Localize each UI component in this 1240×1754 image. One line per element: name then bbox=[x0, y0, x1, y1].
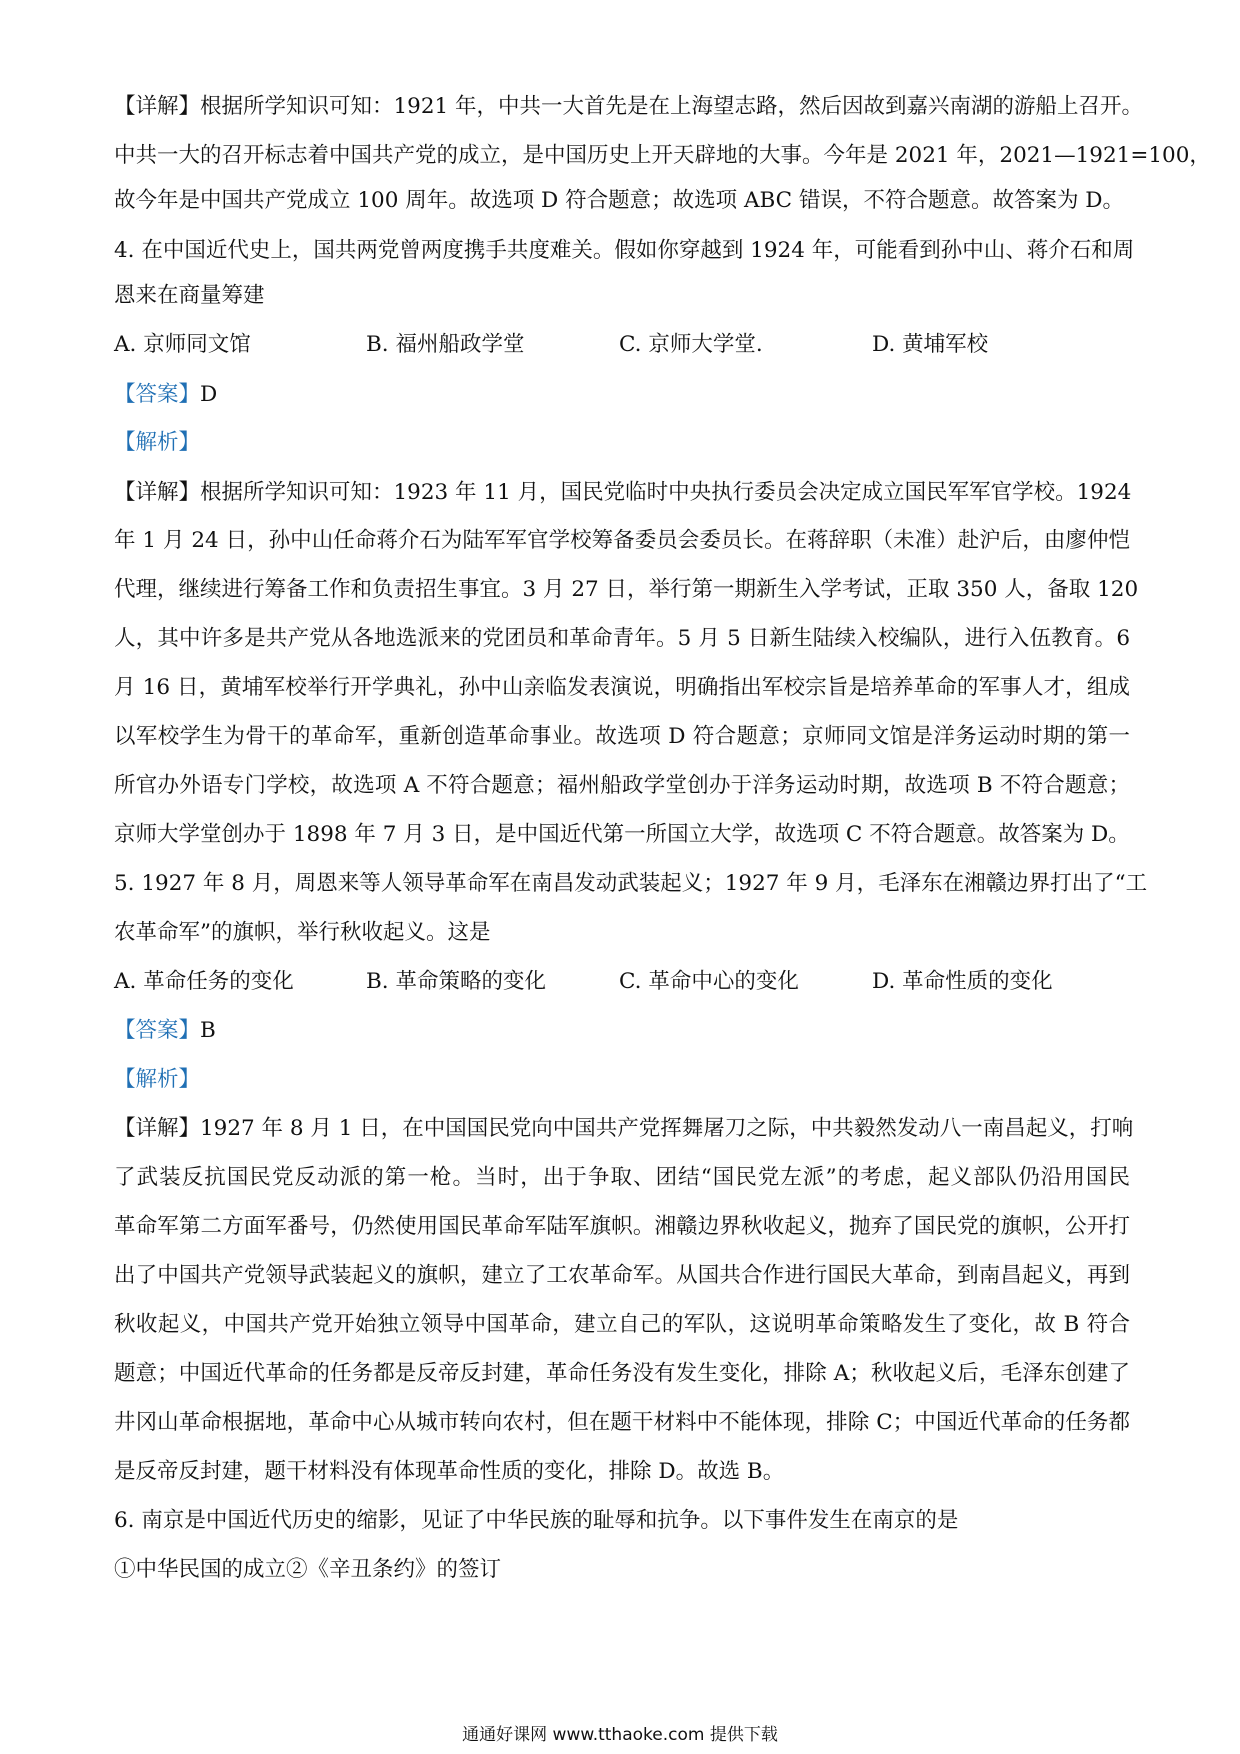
question-4-options bbox=[114, 330, 1130, 360]
text-line: 以军校学生为骨干的革命军，重新创造革命事业。故选项 D 符合题意；京师同文馆是洋务运动时期的第一 bbox=[114, 724, 1130, 749]
answer-tag: 【答案】 bbox=[114, 382, 201, 407]
question-5-options bbox=[114, 967, 1130, 997]
text-line: 秋收起义，中国共产党开始独立领导中国革命，建立自己的军队，这说明革命策略发生了变化，故 B 符合 bbox=[114, 1312, 1130, 1337]
question-6-stem: 6. 南京是中国近代历史的缩影，见证了中华民族的耻辱和抗争。以下事件发生在南京的是 bbox=[114, 1508, 959, 1533]
q5-option-a: A. 革命任务的变化 bbox=[114, 969, 294, 994]
question-4-stem: 4. 在中国近代史上，国共两党曾两度携手共度难关。假如你穿越到 1924 年，可能看到孙中山、蒋介石和周 bbox=[114, 238, 1135, 263]
text-line: 题意；中国近代革命的任务都是反帝反封建，革命任务没有发生变化，排除 A；秋收起义后，毛泽东创建了 bbox=[114, 1361, 1130, 1386]
text-line: 京师大学堂创办于 1898 年 7 月 3 日，是中国近代第一所国立大学，故选项 C 不符合题意。故答案为 D。 bbox=[114, 822, 1130, 847]
text-line: 井冈山革命根据地，革命中心从城市转向农村，但在题干材料中不能体现，排除 C；中国近代革命的任务都 bbox=[114, 1410, 1130, 1435]
text-line: 代理，继续进行筹备工作和负责招生事宜。3 月 27 日，举行第一期新生入学考试，正取 350 人，备取 120 bbox=[114, 577, 1139, 602]
analysis-label-q5: 【解析】 bbox=[114, 1067, 201, 1092]
text-line: 月 16 日，黄埔军校举行开学典礼，孙中山亲临发表演说，明确指出军校宗旨是培养革命的军事人才，组成 bbox=[114, 675, 1130, 700]
q5-option-d: D. 革命性质的变化 bbox=[872, 969, 1053, 994]
question-4-stem-cont: 恩来在商量筹建 bbox=[114, 283, 265, 308]
text-line: 【详解】根据所学知识可知：1921 年，中共一大首先是在上海望志路，然后因故到嘉兴南湖的游船上召开。 bbox=[114, 94, 1144, 119]
text-line: 出了中国共产党领导武装起义的旗帜，建立了工农革命军。从国共合作进行国民大革命，到南昌起义，再到 bbox=[114, 1263, 1130, 1288]
text-line: 【详解】1927 年 8 月 1 日，在中国国民党向中国共产党挥舞屠刀之际，中共毅然发动八一南昌起义，打响 bbox=[114, 1116, 1134, 1141]
q5-option-b: B. 革命策略的变化 bbox=[366, 969, 546, 994]
text-line: 年 1 月 24 日，孙中山任命蒋介石为陆军军官学校筹备委员会委员长。在蒋辞职（未准）赴沪后，由廖仲恺 bbox=[114, 528, 1130, 553]
text-line: 所官办外语专门学校，故选项 A 不符合题意；福州船政学堂创办于洋务运动时期，故选项 B 不符合题意； bbox=[114, 773, 1130, 798]
answer-label-q5 bbox=[114, 1016, 1130, 1046]
q4-option-d: D. 黄埔军校 bbox=[872, 332, 989, 357]
question-6-items: ①中华民国的成立②《辛丑条约》的签订 bbox=[114, 1557, 502, 1582]
question-5-stem-cont: 农革命军”的旗帜，举行秋收起义。这是 bbox=[114, 920, 491, 945]
text-line: 【详解】根据所学知识可知：1923 年 11 月，国民党临时中央执行委员会决定成立国民军军官学校。1924 bbox=[114, 480, 1132, 505]
q4-option-b: B. 福州船政学堂 bbox=[366, 332, 525, 357]
text-line: 故今年是中国共产党成立 100 周年。故选项 D 符合题意；故选项 ABC 错误，不符合题意。故答案为 D。 bbox=[114, 188, 1125, 213]
answer-value: D bbox=[200, 382, 218, 407]
answer-value: B bbox=[200, 1018, 216, 1043]
text-line: 是反帝反封建，题干材料没有体现革命性质的变化，排除 D。故选 B。 bbox=[114, 1459, 785, 1484]
answer-label-q4 bbox=[114, 380, 1130, 410]
text-line: 革命军第二方面军番号，仍然使用国民革命军陆军旗帜。湘赣边界秋收起义，抛弃了国民党的旗帜，公开打 bbox=[114, 1214, 1130, 1239]
q4-option-a: A. 京师同文馆 bbox=[114, 332, 251, 357]
page-footer: 通通好课网 www.tthaoke.com 提供下载 bbox=[462, 1725, 778, 1745]
question-5-stem: 5. 1927 年 8 月，周恩来等人领导革命军在南昌发动武装起义；1927 年 9 月，毛泽东在湘赣边界打出了“工 bbox=[114, 871, 1148, 896]
analysis-label-q4: 【解析】 bbox=[114, 430, 201, 455]
text-line: 了武装反抗国民党反动派的第一枪。当时，出于争取、团结“国民党左派”的考虑，起义部队仍沿用国民 bbox=[114, 1165, 1130, 1190]
q4-option-c: C. 京师大学堂. bbox=[619, 332, 763, 357]
q5-option-c: C. 革命中心的变化 bbox=[619, 969, 799, 994]
text-line: 中共一大的召开标志着中国共产党的成立，是中国历史上开天辟地的大事。今年是 2021 年，2021—1921=100， bbox=[114, 143, 1211, 168]
answer-tag: 【答案】 bbox=[114, 1018, 201, 1043]
text-line: 人，其中许多是共产党从各地选派来的党团员和革命青年。5 月 5 日新生陆续入校编队，进行入伍教育。6 bbox=[114, 626, 1130, 651]
